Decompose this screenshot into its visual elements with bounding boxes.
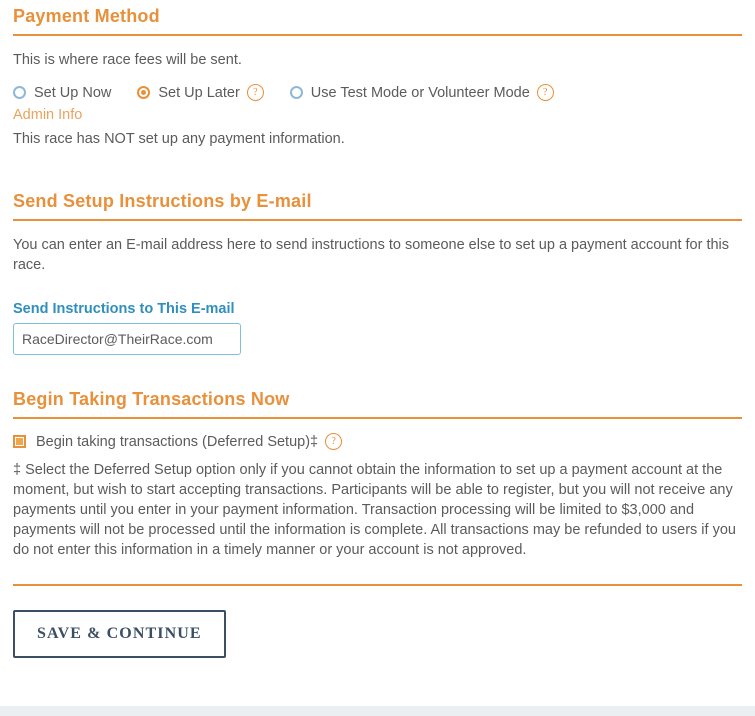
payment-method-description: This is where race fees will be sent. (13, 52, 242, 68)
section-divider (13, 219, 742, 221)
help-icon-deferred-setup[interactable]: ? (325, 433, 342, 450)
option-set-up-later[interactable] (137, 84, 263, 101)
admin-info-link[interactable]: Admin Info (13, 107, 83, 123)
payment-status-text: This race has NOT set up any payment information. (13, 131, 345, 147)
option-label-set-up-later: Set Up Later (158, 84, 240, 101)
payment-method-options (13, 84, 742, 101)
email-section-heading: Send Setup Instructions by E-mail (13, 191, 312, 211)
footer-divider (13, 584, 742, 586)
option-label-set-up-now: Set Up Now (34, 84, 112, 101)
email-input[interactable] (13, 323, 241, 355)
section-divider (13, 34, 742, 36)
save-and-continue-button[interactable]: SAVE & CONTINUE (13, 610, 226, 658)
deferred-setup-footnote: ‡ Select the Deferred Setup option only if you cannot obtain the information to set up a payment account at the moment, but wish to start accepting transactions. Participants will be able to register, but you will not receive any payments until you enter in your payment information. Transaction processing will be limited to $3,000 and payments will not be processed until the information is complete. All transactions may be refunded to users if you do not enter this information in a timely manner or your account is not approved. (13, 462, 736, 558)
help-icon-test-volunteer-mode[interactable]: ? (537, 84, 554, 101)
radio-test-volunteer-mode[interactable] (290, 86, 303, 99)
spacer (13, 157, 742, 185)
deferred-setup-checkbox[interactable] (13, 435, 26, 448)
spacer (13, 283, 742, 301)
help-icon-set-up-later[interactable]: ? (247, 84, 264, 101)
payment-method-heading: Payment Method (13, 6, 160, 26)
spacer (13, 355, 742, 383)
email-section-description: You can enter an E-mail address here to send instructions to someone else to set up a payment account for this race. (13, 237, 730, 273)
option-set-up-now[interactable] (13, 85, 111, 101)
radio-set-up-later[interactable] (137, 86, 150, 99)
bottom-bar (0, 706, 755, 716)
radio-set-up-now[interactable] (13, 86, 26, 99)
option-label-test-volunteer-mode: Use Test Mode or Volunteer Mode (310, 84, 530, 101)
transactions-section-heading: Begin Taking Transactions Now (13, 389, 290, 409)
deferred-setup-label: Begin taking transactions (Deferred Setup)‡ (36, 433, 319, 450)
email-field-label: Send Instructions to This E-mail (13, 301, 235, 317)
section-divider (13, 417, 742, 419)
option-test-volunteer-mode[interactable] (290, 84, 554, 101)
deferred-setup-row (13, 433, 742, 450)
